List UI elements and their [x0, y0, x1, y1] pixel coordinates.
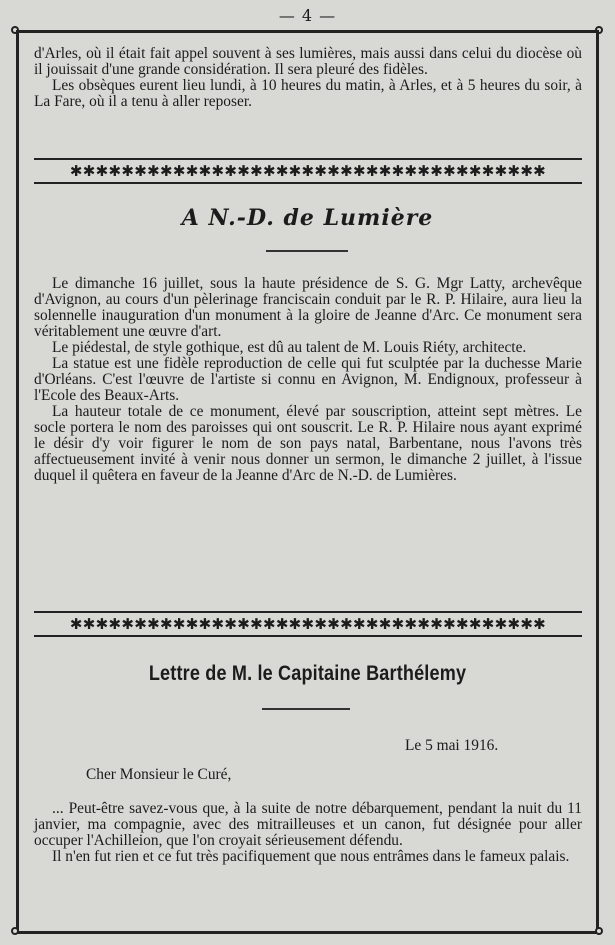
- article2-paragraph: Il n'en fut rien et ce fut très pacifiquement que nous entrâmes dans le fameux palais.: [52, 848, 570, 865]
- letter-date: Le 5 mai 1916.: [405, 737, 499, 754]
- intro-paragraph-1: d'Arles, où il était fait appel souvent à ses lumières, mais aussi dans celui du diocèse où il jouissait d'une grande considération. Il sera pleuré des fidèles.: [34, 45, 582, 78]
- star-separator-1: ✱✱✱✱✱✱✱✱✱✱✱✱✱✱✱✱✱✱✱✱✱✱✱✱✱✱✱✱✱✱✱✱✱✱✱✱✱: [34, 158, 582, 184]
- article1-paragraph: Le piédestal, de style gothique, est dû au talent de M. Louis Riéty, architecte.: [52, 339, 527, 356]
- intro-paragraph-2: Les obsèques eurent lieu lundi, à 10 heures du matin, à Arles, et à 5 heures du soir, à La Fare, où il a tenu à aller reposer.: [34, 77, 582, 110]
- article1-paragraph: La hauteur totale de ce monument, élevé par souscription, atteint sept mètres. Le socle portera le nom des paroisses qui ont souscrit. Le R. P. Hilaire nous ayant exprimé le désir d'y voir figurer le nom de son pays natal, Barbentane, nous l'avons très affectueusement invité à venir nous donner un sermon, le dimanche 2 juillet, à l'issue duquel il quêtera en faveur de la Jeanne d'Arc de N.-D. de Lumières.: [34, 403, 582, 484]
- frame-corner-ornament-bottom-right: [595, 927, 603, 935]
- frame-top-line: [16, 30, 599, 33]
- article1-body: [34, 276, 582, 484]
- star-separator-2: ✱✱✱✱✱✱✱✱✱✱✱✱✱✱✱✱✱✱✱✱✱✱✱✱✱✱✱✱✱✱✱✱✱✱✱✱✱: [34, 611, 582, 637]
- article2-body: [34, 801, 582, 865]
- article-title-lettre: Lettre de M. le Capitaine Barthélemy: [148, 662, 467, 685]
- title-underline-2: [262, 708, 350, 710]
- article1-paragraph: La statue est une fidèle reproduction de celle qui fut sculptée par la duchesse Marie d'Orléans. C'est l'œuvre de l'artiste si connu en Avignon, M. Endignoux, professeur à l'Ecole des Beaux-Arts.: [34, 355, 582, 404]
- article2-paragraph: ... Peut-être savez-vous que, à la suite de notre débarquement, pendant la nuit du 11 janvier, ma compagnie, avec des mitrailleuses et un canon, fut désignée pour aller occuper l'Achilleion, que l'on croyait sérieusement défendu.: [34, 800, 582, 849]
- title-underline-1: [266, 250, 348, 252]
- article-title-nd-lumiere: A N.-D. de Lumière: [181, 205, 434, 231]
- letter-salutation: Cher Monsieur le Curé,: [86, 766, 232, 783]
- frame-corner-ornament-bottom-left: [11, 927, 19, 935]
- intro-text: [34, 46, 582, 110]
- page-number: — 4 —: [278, 6, 337, 25]
- article1-paragraph: Le dimanche 16 juillet, sous la haute présidence de S. G. Mgr Latty, archevêque d'Avignon, au cours d'un pèlerinage franciscain conduit par le R. P. Hilaire, aura lieu la solennelle inauguration d'un monument à la gloire de Jeanne d'Arc. Ce monument sera véritablement une œuvre d'art.: [34, 275, 582, 340]
